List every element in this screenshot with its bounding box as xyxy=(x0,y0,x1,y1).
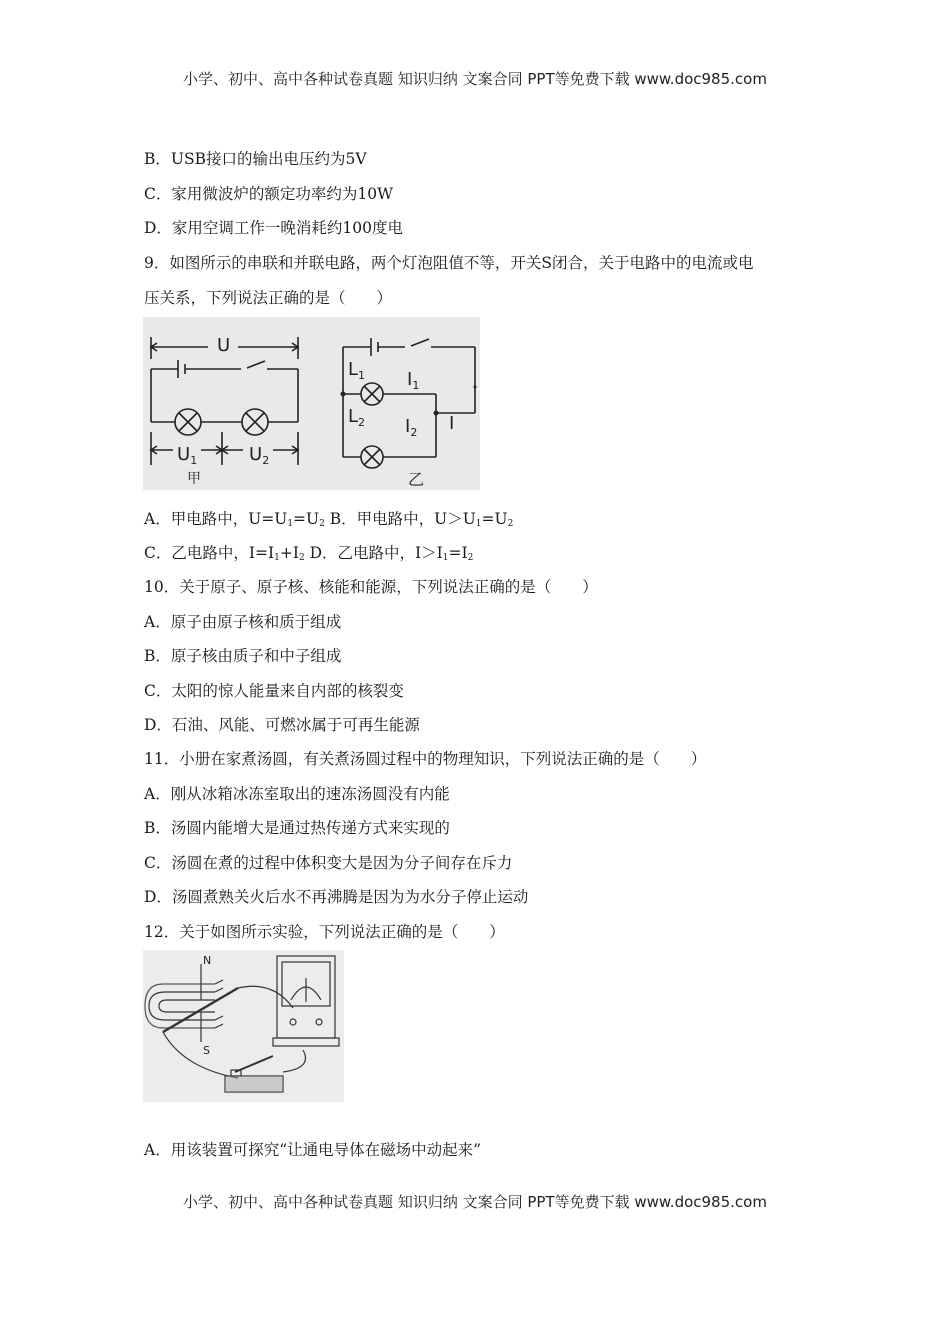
q11-option-d: D．汤圆煮熟关火后水不再沸腾是因为为水分子停止运动 xyxy=(144,888,529,906)
q11-option-b: B．汤圆内能增大是通过热传递方式来实现的 xyxy=(144,819,450,837)
q9-options-ab: A．甲电路中，$U=U_1=U_2$ B．甲电路中，$U>U_1=U_2$ xyxy=(144,510,514,529)
page-footer: 小学、初中、高中各种试卷真题 知识归纳 文案合同 PPT等免费下载 www.doc985.com xyxy=(183,1193,767,1211)
q10-option-c: C．太阳的惊人能量来自内部的核裂变 xyxy=(144,682,404,700)
q8-option-d: D．家用空调工作一晚消耗约100度电 xyxy=(144,219,404,237)
q11-stem: 11．小册在家煮汤圆，有关煮汤圆过程中的物理知识，下列说法正确的是（ ） xyxy=(144,750,707,768)
q9-circuit-diagrams xyxy=(143,317,480,490)
label-n: N xyxy=(203,954,212,967)
q12-experiment-figure xyxy=(143,950,344,1102)
label-s: S xyxy=(203,1044,210,1057)
label-u1: $U_1$ xyxy=(177,444,198,467)
q10-option-b: B．原子核由质子和中子组成 xyxy=(144,647,342,665)
q11-option-c: C．汤圆在煮的过程中体积变大是因为分子间存在斥力 xyxy=(144,854,513,872)
q10-stem: 10．关于原子、原子核、核能和能源，下列说法正确的是（ ） xyxy=(144,578,598,596)
label-u2: $U_2$ xyxy=(249,444,270,467)
q9-circuit-figure xyxy=(143,317,480,490)
q11-option-a: A．刚从冰箱冰冻室取出的速冻汤圆没有内能 xyxy=(144,785,450,803)
label-i2: $I_2$ xyxy=(405,416,418,439)
q12-option-a: A．用该装置可探究“让通电导体在磁场中动起来” xyxy=(144,1141,482,1159)
caption-yi: 乙 xyxy=(408,470,425,489)
caption-jia: 甲 xyxy=(187,471,201,487)
q9-stem-line1: 9．如图所示的串联和并联电路，两个灯泡阻值不等，开关S闭合，关于电路中的电流或电 xyxy=(144,254,754,272)
label-i: I xyxy=(449,413,455,434)
label-l1: $L_1$ xyxy=(348,359,366,382)
q12-apparatus-drawing xyxy=(143,950,344,1102)
q10-option-d: D．石油、风能、可燃冰属于可再生能源 xyxy=(144,716,420,734)
label-i1: $I_1$ xyxy=(407,369,420,392)
q12-stem: 12．关于如图所示实验，下列说法正确的是（ ） xyxy=(144,923,505,941)
q8-option-b: B．USB接口的输出电压约为5V xyxy=(144,150,367,168)
q9-stem-line2: 压关系，下列说法正确的是（ ） xyxy=(144,289,393,307)
q8-option-c: C．家用微波炉的额定功率约为10W xyxy=(144,185,394,203)
label-u: U xyxy=(217,335,231,356)
q9-options-cd: C．乙电路中，$I=I_1+I_2$ D．乙电路中，$I>I_1=I_2$ xyxy=(144,544,474,563)
q10-option-a: A．原子由原子核和质于组成 xyxy=(144,613,342,631)
page-header: 小学、初中、高中各种试卷真题 知识归纳 文案合同 PPT等免费下载 www.doc985.com xyxy=(183,70,767,88)
label-l2: $L_2$ xyxy=(348,406,366,429)
